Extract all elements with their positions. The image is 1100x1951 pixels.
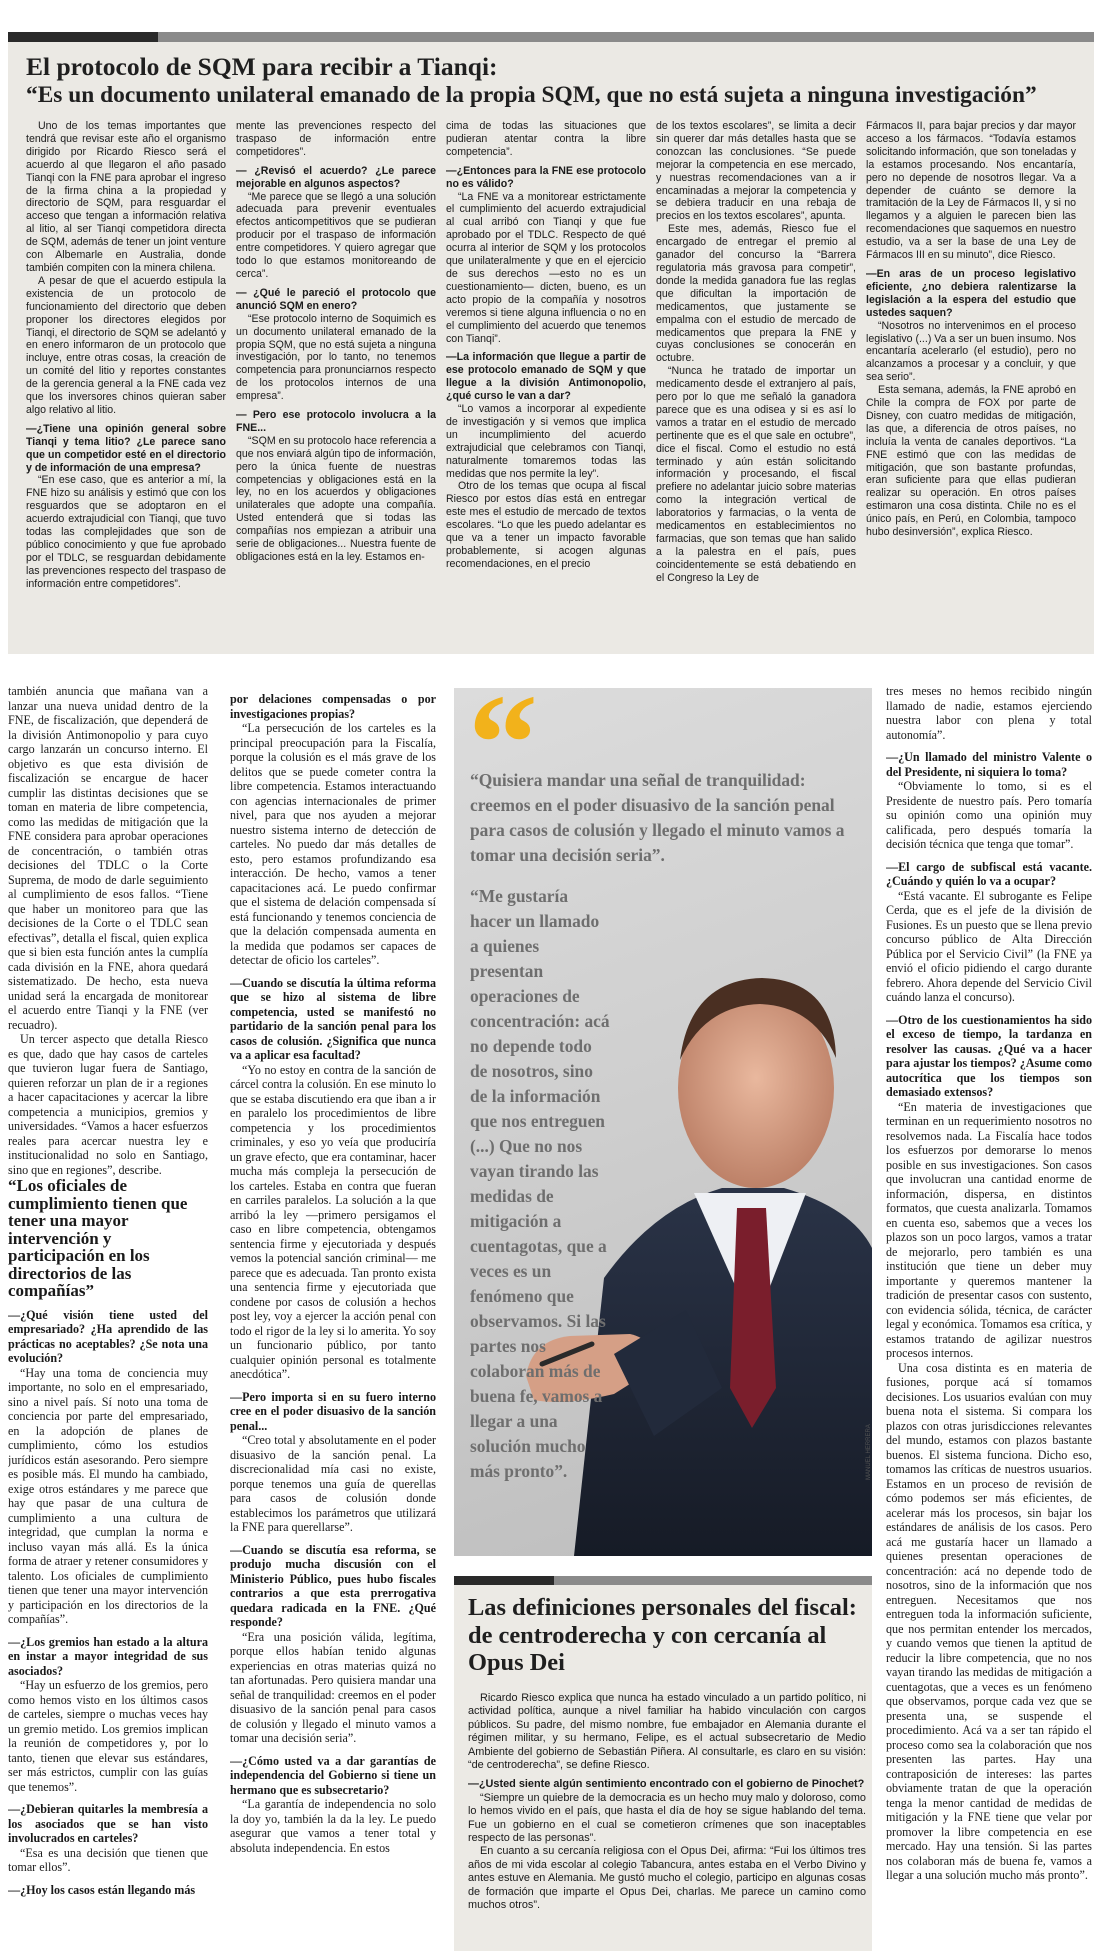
paragraph: “Lo vamos a incorporar al expediente de investigación y si vemos que implica un incumplimiento del acuerdo extrajudicial que celebramos con Tianqi, naturalmente tomaremos todas las medidas que nos permite la ley”. <box>446 403 646 480</box>
paragraph: En cuanto a su cercanía religiosa con el Opus Dei, afirma: “Fui los últimos tres años de mi vida escolar al colegio Tabancura, antes estaba en el Verbo Divino y antes estuve en Alemania. Me gustó mucho el colegio, participo en algunas cosas de formación que imparte el Opus Dei, charlas. Me parece un camino como muchos otros”. <box>468 1845 866 1912</box>
top-column-5 <box>866 120 1076 648</box>
paragraph: Otro de los temas que ocupa al fiscal Riesco por estos días está en entregar este mes el estudio de mercado de textos escolares. “Lo que les puedo adelantar es que va a tener un impacto favorable probablemente, si acogen algunas recomendaciones, en el precio <box>446 480 646 570</box>
paragraph: “SQM en su protocolo hace referencia a que nos enviará algún tipo de información, pero la única fuente de nuestras competencias y obligaciones está en la ley, no en los acuerdos y obligaciones unilaterales que adopte una compañía. Usted entenderá que si todas las compañías nos empiezan a atribuir una serie de obligaciones... Nuestra fuente de obligaciones está en la ley. Estamos en- <box>236 434 436 563</box>
paragraph: “Está vacante. El subrogante es Felipe Cerda, que es el jefe de la división de Fusiones. Es un puesto que se llena previo concurso público de Alta Dirección Pública por el Servicio Civil” (la FNE ya envió el oficio pidiendo el cargo durante febrero. Ahora depende del Servicio Civil cuándo lanza el concurso). <box>886 888 1092 1004</box>
interview-question: —Cuando se discutía esa reforma, se produjo mucha discusión con el Ministerio Público, pues hubo fiscales contrarios a que esta prerrogativa quedara radicada en la FNE. ¿Qué responde? <box>230 1542 436 1629</box>
interview-question: —En aras de un proceso legislativo eficiente, ¿no debiera ralentizarse la legislación a la espera del estudio que ustedes saquen? <box>866 267 1076 319</box>
paragraph: Este mes, además, Riesco fue el encargado de entregar el premio al ganador del concurso la “Barrera regulatoria más gravosa para competir”, donde la medida ganadora fue las reglas que dificultan la importación de medicamentos, que justamente se empalma con el estudio de mercado de medicamentos que prepara la FNE y cuyas conclusiones se conocerán en octubre. <box>656 223 856 365</box>
paragraph: “Hay un esfuerzo de los gremios, pero como hemos visto en los últimos casos de carteles, siempre o muchas veces hay un gremio metido. Los gremios implican la reunión de competidores y, por lo tanto, tienen que elevar sus estándares, ser más estrictos, cumplir con las guías que tenemos”. <box>8 1678 208 1794</box>
paragraph: “Creo total y absolutamente en el poder disuasivo de la sanción penal. La discrecionalidad mía casi no existe, porque tenemos una guía de querellas para casos de colusión donde establecimos los parámetros que utilizará la FNE para querellarse”. <box>230 1433 436 1534</box>
interview-question: —¿Tiene una opinión general sobre Tianqi y tema litio? ¿Le parece sano que un competidor esté en el directorio y de información de una empresa? <box>26 422 226 474</box>
paragraph: “Hay una toma de conciencia muy importante, no solo en el empresariado, sino a nivel país. Sí noto una toma de conciencia por parte del empresariado, en la adopción de planes de cumplimiento, cómo los estudios jurídicos están asesorando. Pero siempre es posible más. El mundo ha cambiado, exige otros estándares y me parece que hay que pasar de una cultura de cumplimiento a una cultura de integridad, que cumplan la norma e incluso vayan más allá. Es la única forma de atraer y retener consumidores y talento. Los oficiales de cumplimiento tienen que tener una mayor intervención y participación en los directorios de la compañías”. <box>8 1365 208 1626</box>
article-column-4 <box>886 684 1092 1946</box>
feature-top-rule-accent <box>8 32 158 42</box>
feature-headline-line2: “Es un documento unilateral emanado de la propia SQM, que no está sujeta a ninguna investigación” <box>26 82 1037 108</box>
paragraph: “Esa es una decisión que tienen que tomar ellos”. <box>8 1845 208 1874</box>
interview-question: —¿Qué visión tiene usted del empresariado? ¿Ha aprendido de las prácticas no aceptables? ¿Se nota una evolución? <box>8 1307 208 1365</box>
pull-quote-2 <box>470 884 860 1484</box>
article-column-1 <box>8 684 208 1946</box>
paragraph: Ricardo Riesco explica que nunca ha estado vinculado a un partido político, ni actividad política, aunque a nivel familiar ha habido vinculación con cargos públicos. Su padre, del mismo nombre, fue embajador en Alemania durante el régimen militar, y su hermano, Felipe, es el actual subsecretario de Medio Ambiente del gobierno de Sebastián Piñera. Al consultarle, es claro en su visión: “de centroderecha”, se define Riesco. <box>468 1692 866 1772</box>
interview-question: —¿Cómo usted va a dar garantías de independencia del Gobierno si tiene un hermano que es subsecretario? <box>230 1753 436 1797</box>
pull-quote-2-text: “Me gustaría hacer un llamado a quienes presentan operaciones de concentración: acá no depende todo de nosotros, sino de la información que nos entreguen (...) Que no nos vayan tirando las medidas de mitigación a cuentagotas, que a veces es un fenómeno que observamos. Si las partes nos colaboran más de buena fe, vamos a llegar a una solución mucho más pronto”. <box>470 886 610 1481</box>
paragraph: “Siempre un quiebre de la democracia es un hecho muy malo y doloroso, como lo hemos vivido en el país, que hasta el día de hoy se sigue hablando del tema. Fue un gobierno en el cual se cometieron crímenes que son inaceptables respecto de las personas”. <box>468 1791 866 1845</box>
paragraph: de los textos escolares”, se limita a decir sin querer dar más detalles hasta que se conozcan las conclusiones. “Se puede mejorar la competencia en ese mercado, y nuestras recomendaciones van a ir encaminadas a mejorar la competencia y se debiera traducir en una rebaja de precios en los textos escolares”, apunta. <box>656 120 856 223</box>
paragraph: cima de todas las situaciones que pudieran atentar contra la libre competencia”. <box>446 120 646 158</box>
interview-question: — Pero ese protocolo involucra a la FNE... <box>236 409 436 434</box>
interview-question: — ¿Qué le pareció el protocolo que anunció SQM en enero? <box>236 286 436 312</box>
paragraph: Fármacos II, para bajar precios y dar mayor acceso a los fármacos. “Todavía estamos solicitando información, que son toneladas y la estamos procesando. Nos encantaría, pero no depende de nosotros llegar. Va a depender de cuánto se demore la tramitación de la Ley de Fármacos II, y si no llegamos y a alguien le parecen bien las recomendaciones que saquemos en nuestro estudio, va a ser la base de una Ley de Fármacos III en su minuto”, dice Riesco. <box>866 120 1076 262</box>
wrap-spacer <box>610 1034 860 1454</box>
paragraph: tres meses no hemos recibido ningún llamado de nadie, estamos ejerciendo nuestra labor con plena y total autonomía”. <box>886 684 1092 742</box>
paragraph: “En ese caso, que es anterior a mí, la FNE hizo su análisis y estimó que con los resguardos que se adoptaron en el acuerdo extrajudicial con Tianqi, que tuvo todas las complejidades que son de público conocimiento y que fue aprobado por el TDLC, se resguardan debidamente las prevenciones respecto del traspaso de información entre competidores”. <box>26 474 226 590</box>
paragraph: “La FNE va a monitorear estrictamente el cumplimiento del acuerdo extrajudicial al cual arribó con Tianqi y que fue aprobado por el TDLC. Respecto de qué ocurra al interior de SQM y los protocolos que unilateralmente y que en el ejercicio de sus derechos —esto no es un cuestionamiento— dicten, bueno, es un acto propio de la compañía y nosotros veremos si tiene alguna influencia o no en el cumplimiento del acuerdo que tenemos con Tianqi”. <box>446 190 646 345</box>
interview-question: —¿Hoy los casos están llegando más <box>8 1882 196 1897</box>
feature-top-rule <box>8 32 1094 42</box>
paragraph: A pesar de que el acuerdo estipula la existencia de un protocolo de funcionamiento del directorio que deben proponer los directores elegidos por Tianqi, el directorio de SQM se adelantó y en enero informaron de un protocolo que incluye, entre otras cosas, la creación de un comité del litio y reportes constantes de la gerencia general a la FNE cada vez que los inversores chinos quieran saber algo relativo al litio. <box>26 274 226 416</box>
paragraph: “La garantía de independencia no solo la doy yo, también la da la ley. Le puedo asegurar que vamos a tener total y absoluta independencia. En estos <box>230 1797 436 1855</box>
quote-mark-icon: “ <box>468 688 538 821</box>
top-column-4 <box>656 120 856 648</box>
paragraph: también anuncia que mañana van a lanzar una nueva unidad dentro de la FNE, de fiscalización, que dependerá de la división Antimonopolio y para cuyo cargo lanzarán un concurso interno. El objetivo es que esta división de fiscalización se encargue de hacer cumplir las distintas decisiones que se toman en materia de libre competencia, como las medidas de mitigación que la FNE considera para aprobar operaciones de concentración, o también otras decisiones del TDLC o la Corte Suprema, de modo de darle seguimiento al cumplimiento de esos fallos. “Tiene que haber un monitoreo para que las decisiones de la Corte o el TDLC sean efectivas”, detalla el fiscal, quien explica que si bien esta función antes la cumplía cada división en la FNE, ahora quedará sistematizado. De hecho, esta nueva unidad será la encargada de monitorear el acuerdo entre Tianqi y la FNE (ver recuadro). <box>8 684 208 1032</box>
interview-question: —El cargo de subfiscal está vacante. ¿Cuándo y quién lo va a ocupar? <box>886 859 1092 888</box>
feature-headline-line1: El protocolo de SQM para recibir a Tianqi: <box>26 52 498 81</box>
interview-question: — ¿Revisó el acuerdo? ¿Le parece mejorable en algunos aspectos? <box>236 164 436 190</box>
paragraph: mente las prevenciones respecto del traspaso de información entre competidores”. <box>236 120 436 158</box>
portrait-photo <box>454 688 872 1556</box>
paragraph: Un tercer aspecto que detalla Riesco es que, dado que hay casos de carteles que tuvieron lugar fuera de Santiago, quieren reforzar un plan de ir a regiones a hacer capacitaciones y acercar la libre competencia a municipios, gremios y universidades. “Vamos a hacer esfuerzos reales para acercar nuestra ley e institucionalidad no solo en Santiago, sino que en regiones”, describe. <box>8 1032 208 1177</box>
interview-question: —Pero importa si en su fuero interno cree en el poder disuasivo de la sanción penal... <box>230 1389 436 1433</box>
interview-question: —¿Los gremios han estado a la altura en instar a mayor integridad de sus asociados? <box>8 1634 208 1678</box>
sidebar-top-rule-accent <box>454 1576 554 1585</box>
interview-question: —¿Debieran quitarles la membresía a los asociados que se han visto involucrados en carteles? <box>8 1802 208 1845</box>
paragraph: “Nunca he tratado de importar un medicamento desde el extranjero al país, pero por lo que me señaló la ganadora parece que es una odisea y si es así lo vamos a tratar en el estudio de mercado pertinente que es el que sale en octubre”, dice el fiscal. Como el estudio no está terminado y aún están solicitando información y procesando, el fiscal prefiere no adelantar juicio sobre materias como la integración vertical de laboratorios y farmacias, o la venta de medicamentos en establecimientos no farmacias, que son temas que han salido a la palestra en el país, pues coincidentemente se está debatiendo en el Congreso la Ley de <box>656 365 856 584</box>
interview-question: —¿Entonces para la FNE ese protocolo no es válido? <box>446 164 646 190</box>
photo-credit: MANUEL HERRERA <box>866 1424 872 1480</box>
paragraph: “Yo no estoy en contra de la sanción de cárcel contra la colusión. En ese minuto lo que se estaba discutiendo era que iban a ir en paralelo los procedimientos de libre competencia y los procedimientos criminales, y eso yo veía que produciría un grave efecto, que era contaminar, hacer mucha más compleja la persecución de los carteles. Estaba en contra que fueran en carriles paralelos. La solución a la que arribó la ley —primero persigamos el caso en libre competencia, obtengamos sentencia firme y ejecutoriada y después vemos la potencial sanción criminal— me parece que es adecuada. Tan pronto exista una sentencia firme y ejecutoriada que condene por casos de colusión a hechos post ley, voy a ejercer la acción penal con todo el rigor de la ley si lo amerita. Yo soy un funcionario público, por tanto cualquier opinión personal es totalmente anecdótica”. <box>230 1062 436 1381</box>
sidebar-title: Las definiciones personales del fiscal: de centroderecha y con cercanía al Opus Dei <box>468 1594 857 1676</box>
paragraph: Una cosa distinta es en materia de fusiones, porque acá sí tomamos decisiones. Los usuarios evalúan con muy buena nota el sistema. Si compara los plazos con otras jurisdicciones relevantes del mundo, estamos con plazos bastante buenos. El sistema funciona. Dicho eso, tomamos las críticas de nuestros usuarios. Estamos en un proceso de revisión de cómo podemos ser más eficientes, de acelerar más los procesos, sin bajar los estándares de análisis de los casos. Pero acá me gustaría hacer un llamado a quienes presentan operaciones de concentración: acá no depende todo de nosotros, sino de la información que nos entreguen. Necesitamos que nos entreguen toda la información suficiente, que nos permitan entender los mercados, y cuando vemos que tienen la aptitud de reducir la libre competencia, que no nos vayan tirando las medidas de mitigación a cuentagotas, que a veces es un fenómeno que observamos, porque cada vez que se presenta una, se suspende el procedimiento. Acá va a ser tan rápido el proceso como sea la colaboración que nos presenten las partes. Hay una contraposición de intereses: las partes obviamente tratan de que la operación tenga la menor cantidad de medidas de mitigación y la FNE tiene que velar por promover la libre competencia en ese mercado. Hay una tensión. Si las partes nos colaboran más de buena fe, vamos a llegar a una solución mucho más pronto”. <box>886 1360 1092 1882</box>
interview-question: —La información que llegue a partir de ese protocolo emanado de SQM y que llegue a la división Antimonopolio, ¿qué curso le van a dar? <box>446 351 646 403</box>
sidebar-text <box>468 1692 866 1948</box>
paragraph: “Obviamente lo tomo, si es el Presidente de nuestro país. Pero tomaría su opinión como una opinión muy calificada, pero después tomaría la decisión técnica que tenga que tomar”. <box>886 779 1092 851</box>
interview-question: —Cuando se discutía la última reforma que se hizo al sistema de libre competencia, usted se manifestó no partidario de la sanción penal para los casos de colusión. ¿Significa que nunca va a aplicar esa facultad? <box>230 975 436 1062</box>
interview-question: —¿Un llamado del ministro Valente o del Presidente, ni siquiera lo toma? <box>886 750 1092 779</box>
article-column-2 <box>230 684 436 1946</box>
interview-question: —¿Usted siente algún sentimiento encontrado con el gobierno de Pinochet? <box>468 1778 865 1791</box>
paragraph: “La persecución de los carteles es la principal preocupación para la Fiscalía, porque la colusión es el más grave de los delitos que se puede cometer contra la libre competencia. Estamos interactuando con agencias internacionales de primer nivel, para que nos ayuden a mejorar nuestro sistema interno de detección de carteles. No puedo dar más detalles de esto, pero estamos profundizando esa interacción. De hecho, vamos a tener capacitaciones acá. Le puedo confirmar que el sistema de delación compensada sí está funcionando y tenemos conciencia de que la delación compensada aumenta en la medida que podamos ser capaces de detectar de oficio los carteles”. <box>230 721 436 967</box>
paragraph: “En materia de investigaciones que terminan en un requerimiento nosotros no resolvemos nada. La Fiscalía hace todos los esfuerzos por demorarse lo menos posible en sus investigaciones. Son casos que involucran una cantidad enorme de información, dispersa, en distintos formatos, que cuesta analizarla. Tomamos en cuenta eso, sabemos que a veces los plazos son un poco largos, vamos a tratar de mejorarlo, pero también es una institución que tiene un deber muy importante y queremos mantener la tradición de presentar casos con sustento, con evidencia sólida, técnica, de carácter legal y económica. Tomamos esa crítica, y estamos tratando de agilizar nuestros procesos internos. <box>886 1099 1092 1360</box>
interview-question: por delaciones compensadas o por investigaciones propias? <box>230 692 436 721</box>
paragraph: Esta semana, además, la FNE aprobó en Chile la compra de FOX por parte de Disney, con cuatro medidas de mitigación, las que, a diferencia de otros países, no incluía la venta de canales deportivos. “La FNE estimó que con las medidas de mitigación, que son bastante profundas, eran suficiente para que ellas pudieran realizar su operación. En otros países estimaron una cosa distinta. Chile no es el único país, en Perú, en Colombia, tampoco hubo desinversión”, explica Riesco. <box>866 384 1076 539</box>
interview-question: —Otro de los cuestionamientos ha sido el exceso de tiempo, la tardanza en resolver las causas. ¿Qué va a hacer para ajustar los tiempos? ¿Asume como autocrítica que los tiempos son demasiado extensos? <box>886 1012 1092 1099</box>
paragraph: “Ese protocolo interno de Soquimich es un documento unilateral emanado de la propia SQM, que no está sujeta a ninguna investigación, por lo tanto, no tenemos competencia para pronunciarnos respecto de los protocolos internos de una empresa”. <box>236 312 436 403</box>
top-column-1 <box>26 120 226 648</box>
paragraph: “Era una posición válida, legítima, porque ellos habían tenido algunas experiencias en otras materias quizá no tan afortunadas. Pero quisiera mandar una señal de tranquilidad: creemos en el poder disuasivo de la sanción penal para casos de colusión y llegado el minuto vamos a tomar una decisión seria”. <box>230 1629 436 1745</box>
paragraph: “Me parece que se llegó a una solución adecuada para prevenir eventuales efectos anticompetitivos que se pudieran producir por el traspaso de información entre competidores. Y quiero agregar que todo lo que estamos monitoreando de cerca”. <box>236 190 436 280</box>
top-column-2 <box>236 120 436 648</box>
pull-quote-1: “Quisiera mandar una señal de tranquilidad: creemos en el poder disuasivo de la sanción penal para casos de colusión y llegado el minuto vamos a tomar una decisión seria”. <box>470 770 845 865</box>
paragraph: “Nosotros no intervenimos en el proceso legislativo (...) Va a ser un buen insumo. Nos encantaría acelerarlo (el estudio), pero no alcanzamos a procesar y a concluir, y que sea serio”. <box>866 319 1076 384</box>
top-column-3 <box>446 120 646 648</box>
subheadline: “Los oficiales de cumplimiento tienen que tener una mayor intervención y participación en los directorios de las compañías” <box>8 1176 188 1300</box>
paragraph: Uno de los temas importantes que tendrá que revisar este año el organismo dirigido por Ricardo Riesco será el acuerdo al que llegaron el año pasado Tianqi con la FNE para aprobar el ingreso de la firma china a la propiedad y directorio de SQM, para resguardar el acceso que tengan a información relativa al litio, al ser Tianqi competidora directa de SQM, además de tener un joint venture con Albemarle en Australia, donde también compiten con la minera chilena. <box>26 120 226 274</box>
